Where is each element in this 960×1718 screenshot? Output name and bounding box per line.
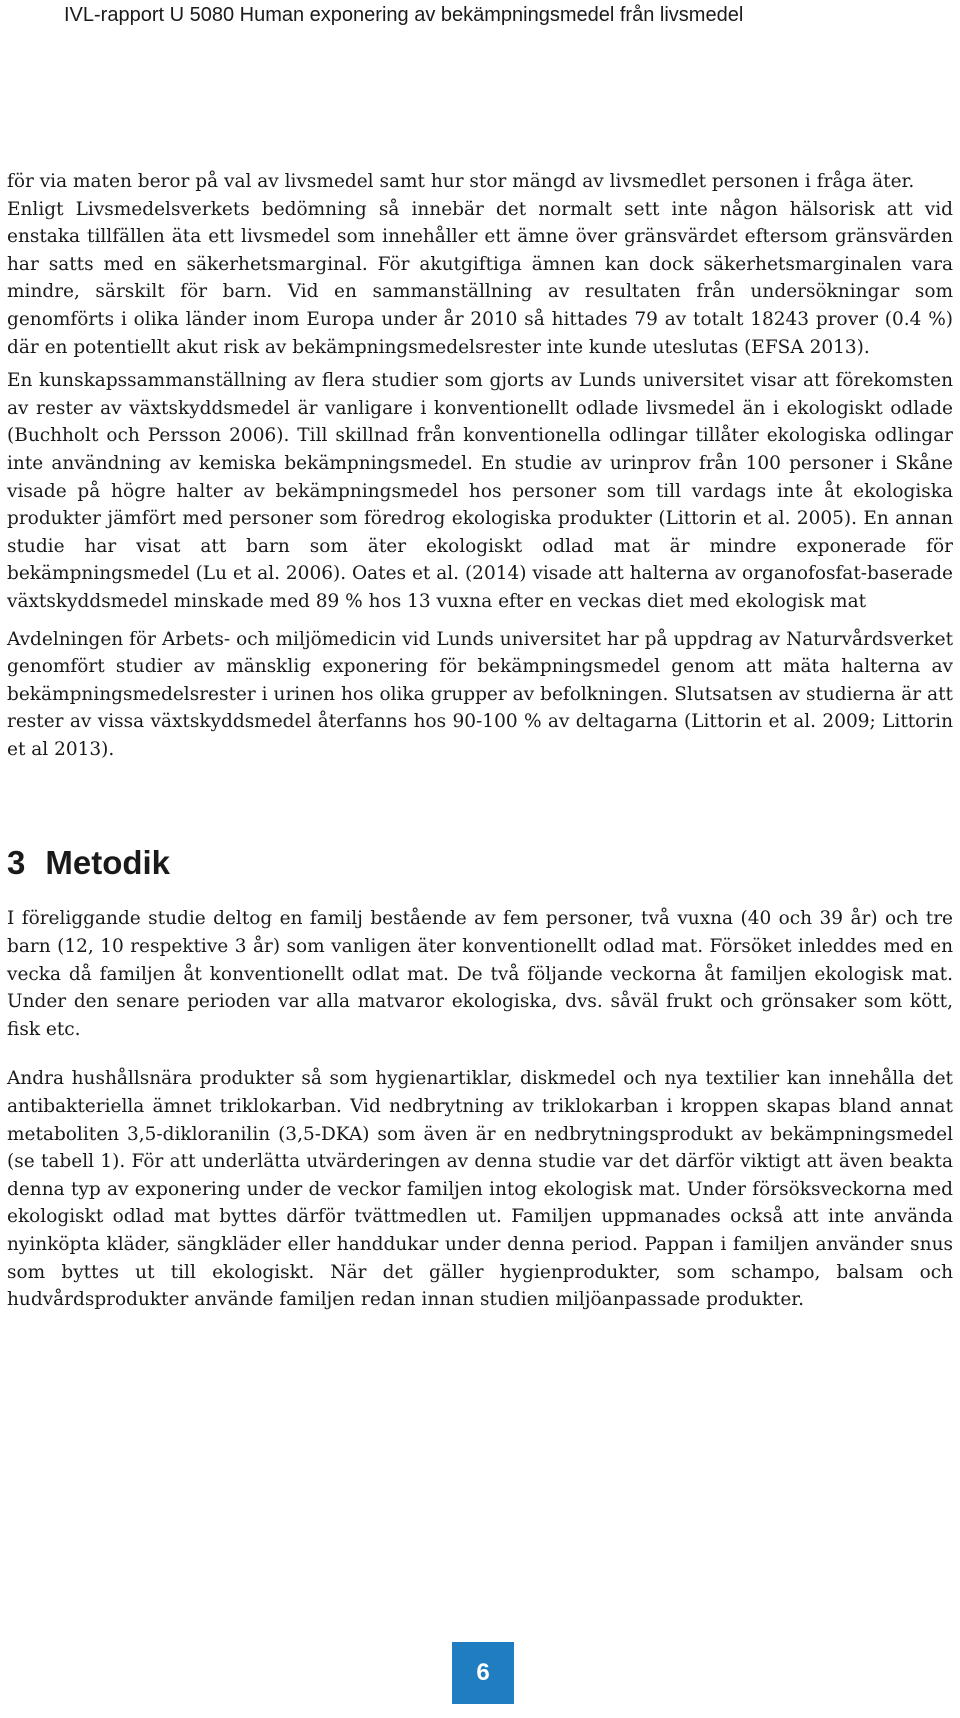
body-paragraph: Avdelningen för Arbets- och miljömedicin vid Lunds universitet har på uppdrag av Naturvårdsverket genomfört studier av mänsklig exponering för bekämpningsmedel genom att mäta halterna av bekämpningsmedelsrester i urinen hos olika grupper av befolkningen. Slutsatsen av studierna är att rester av vissa växtskyddsmedel återfanns hos 90-100 % av deltagarna (Littorin et al. 2009; Littorin et al 2013). [7, 628, 953, 760]
section-number: 3 [7, 844, 26, 882]
document-body [7, 168, 953, 1314]
page-number-badge: 6 [452, 1642, 514, 1704]
section-paragraph: I föreliggande studie deltog en familj bestående av fem personer, två vuxna (40 och 39 år) och tre barn (12, 10 respektive 3 år) som vanligen äter konventionellt odlad mat. Försöket inleddes med en vecka då familjen åt konventionellt odlat mat. De två följande veckorna åt familjen ekologisk mat. Under den senare perioden var alla matvaror ekologiska, dvs. såväl frukt och grönsaker som kött, fisk etc. [7, 908, 953, 1040]
section-heading [7, 843, 953, 883]
body-paragraph: för via maten beror på val av livsmedel samt hur stor mängd av livsmedlet personen i fråga äter. [7, 171, 915, 192]
body-paragraph: En kunskapssammanställning av flera studier som gjorts av Lunds universitet visar att förekomsten av rester av växtskyddsmedel är vanligare i konventionellt odlade livsmedel än i ekologiskt odlade (Buchholt och Persson 2006). Till skillnad från konventionella odlingar tillåter ekologiska odlingar inte användning av kemiska bekämpningsmedel. En studie av urinprov från 100 personer i Skåne visade på högre halter av bekämpningsmedel hos personer som till vardags inte åt ekologiska produkter jämfört med personer som föredrog ekologiska produkter (Littorin et al. 2005). En annan studie har visat att barn som äter ekologiskt odlad mat är mindre exponerade för bekämpningsmedel (Lu et al. 2006). Oates et al. (2014) visade att halterna av organofosfat-baserade växtskyddsmedel minskade med 89 % hos 13 vuxna efter en veckas diet med ekologisk mat [7, 370, 953, 612]
section-paragraph: Andra hushållsnära produkter så som hygienartiklar, diskmedel och nya textilier kan innehålla det antibakteriella ämnet triklokarban. Vid nedbrytning av triklokarban i kroppen skapas bland annat metaboliten 3,5-dikloranilin (3,5-DKA) som även är en nedbrytningsprodukt av bekämpningsmedel (se tabell 1). För att underlätta utvärderingen av denna studie var det därför viktigt att även beakta denna typ av exponering under de veckor familjen intog ekologisk mat. Under försöksveckorna med ekologiskt odlad mat byttes därför tvättmedlen ut. Familjen uppmanades också att inte använda nyinköpta kläder, sängkläder eller handdukar under denna period. Pappan i familjen använder snus som byttes ut till ekologiskt. När det gäller hygienprodukter, som schampo, balsam och hudvårdsprodukter använde familjen redan innan studien miljöanpassade produkter. [7, 1068, 953, 1311]
body-paragraph: Enligt Livsmedelsverkets bedömning så innebär det normalt sett inte någon hälsorisk att vid enstaka tillfällen äta ett livsmedel som innehåller ett ämne över gränsvärdet eftersom gränsvärden har satts med en säkerhetsmarginal. För akutgiftiga ämnen kan dock säkerhetsmarginalen vara mindre, särskilt för barn. Vid en sammanställning av resultaten från undersökningar som genomförts i olika länder inom Europa under år 2010 så hittades 79 av totalt 18243 prover (0.4 %) där en potentiellt akut risk av bekämpningsmedelsrester inte kunde uteslutas (EFSA 2013). [7, 198, 953, 358]
running-header: IVL-rapport U 5080 Human exponering av bekämpningsmedel från livsmedel [64, 4, 744, 26]
section-title: Metodik [45, 844, 171, 882]
